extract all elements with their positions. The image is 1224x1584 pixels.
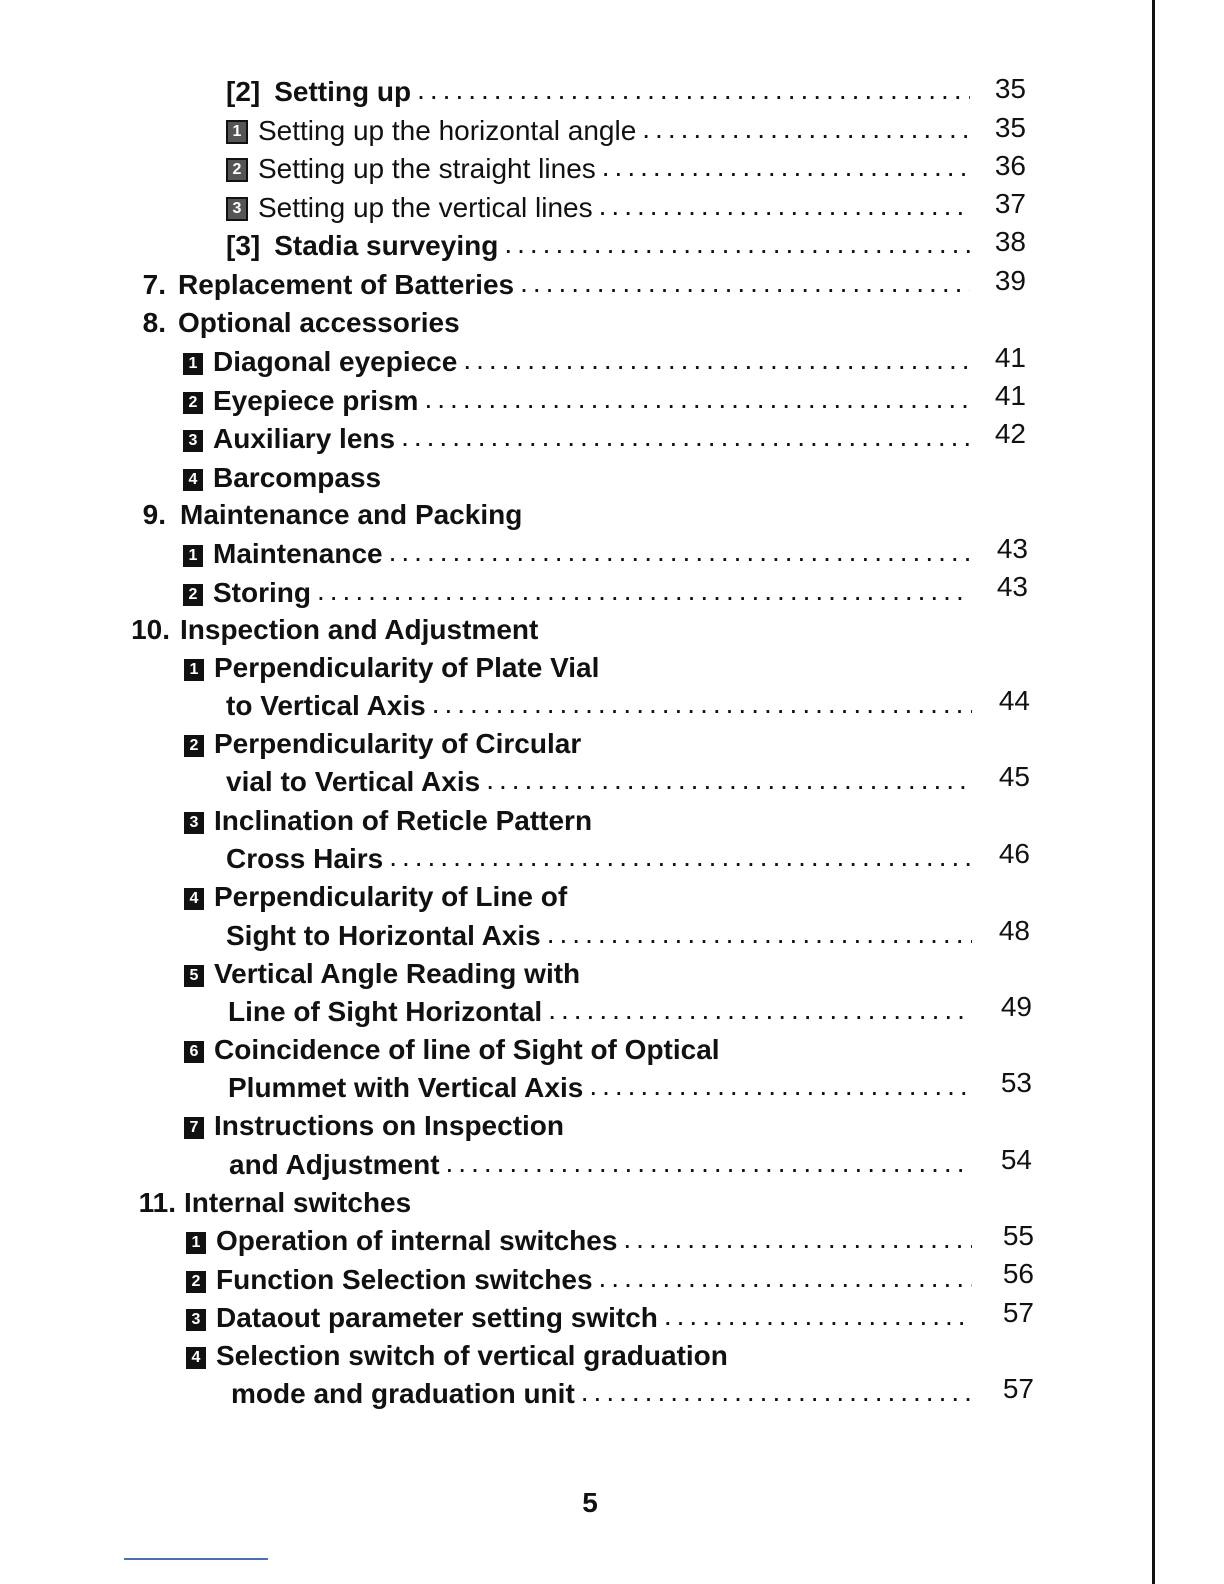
toc-page: 44 bbox=[998, 685, 1030, 716]
toc-page: 46 bbox=[998, 838, 1030, 869]
toc-page: 41 bbox=[994, 342, 1026, 373]
number-badge-icon: 1 bbox=[183, 545, 203, 567]
toc-title: Perpendicularity of Plate Vial bbox=[214, 652, 600, 683]
toc-heading[interactable] bbox=[184, 1186, 976, 1220]
toc-title-continuation: vial to Vertical Axis bbox=[226, 766, 481, 797]
toc-label: [2] bbox=[226, 76, 261, 107]
toc-entry[interactable] bbox=[183, 345, 976, 379]
toc-page: 57 bbox=[1002, 1297, 1034, 1328]
toc-title: Optional accessories bbox=[178, 307, 460, 338]
section-number: 11. bbox=[138, 1187, 176, 1218]
number-badge-icon: 1 bbox=[183, 353, 203, 375]
toc-title: Barcompass bbox=[213, 462, 382, 493]
number-badge-icon: 2 bbox=[183, 584, 203, 606]
toc-entry[interactable] bbox=[184, 651, 976, 685]
leader-dots bbox=[581, 1375, 972, 1409]
section-number: 7. bbox=[142, 269, 166, 300]
leader-dots bbox=[446, 1146, 972, 1180]
leader-dots bbox=[642, 112, 970, 146]
toc-title: Maintenance bbox=[213, 538, 383, 569]
toc-title: Storing bbox=[213, 577, 311, 608]
leader-dots bbox=[599, 1261, 972, 1295]
toc-entry[interactable] bbox=[184, 880, 976, 914]
toc-title: Instructions on Inspection bbox=[214, 1110, 565, 1141]
toc-title: Function Selection switches bbox=[216, 1264, 593, 1295]
leader-dots bbox=[520, 266, 970, 300]
toc-page: 35 bbox=[994, 73, 1026, 104]
toc-title-continuation: mode and graduation unit bbox=[231, 1378, 575, 1409]
toc-title-continuation: and Adjustment bbox=[229, 1149, 440, 1180]
toc-entry-continuation[interactable] bbox=[231, 1377, 978, 1411]
toc-entry[interactable] bbox=[178, 268, 976, 302]
toc-entry[interactable] bbox=[184, 1109, 976, 1143]
toc-page: 55 bbox=[1002, 1220, 1034, 1251]
leader-dots bbox=[486, 763, 972, 797]
leader-dots bbox=[389, 840, 972, 874]
toc-entry-continuation[interactable] bbox=[226, 842, 978, 876]
page-edge-rule bbox=[1152, 0, 1155, 1584]
toc-entry[interactable] bbox=[183, 461, 976, 495]
toc-title: Replacement of Batteries bbox=[178, 269, 515, 300]
toc-page: 48 bbox=[998, 915, 1030, 946]
number-badge-icon: 4 bbox=[186, 1347, 206, 1369]
toc-page: 37 bbox=[994, 188, 1026, 219]
number-badge-icon: 1 bbox=[184, 659, 204, 681]
number-badge-icon: 1 bbox=[226, 120, 248, 144]
toc-page: 38 bbox=[994, 226, 1026, 257]
toc-entry[interactable] bbox=[183, 422, 976, 456]
number-badge-icon: 5 bbox=[184, 965, 204, 987]
toc-title: Setting up bbox=[274, 76, 412, 107]
toc-page: 56 bbox=[1002, 1258, 1034, 1289]
toc-title: Setting up the vertical lines bbox=[258, 192, 593, 223]
number-badge-icon: 3 bbox=[184, 812, 204, 834]
toc-page: 36 bbox=[994, 150, 1026, 181]
toc-entry[interactable] bbox=[226, 114, 976, 148]
toc-title: Vertical Angle Reading with bbox=[214, 958, 581, 989]
toc-title: Stadia surveying bbox=[274, 230, 499, 261]
toc-page: 54 bbox=[1000, 1144, 1032, 1175]
toc-page: 43 bbox=[996, 533, 1028, 564]
number-badge-icon: 4 bbox=[183, 469, 203, 491]
section-number: 9. bbox=[142, 499, 166, 530]
page-number: 5 bbox=[582, 1487, 598, 1518]
toc-heading[interactable] bbox=[178, 306, 976, 340]
toc-page: 53 bbox=[1000, 1067, 1032, 1098]
toc-title: Inclination of Reticle Pattern bbox=[214, 805, 593, 836]
leader-dots bbox=[389, 535, 970, 569]
leader-dots bbox=[623, 1222, 972, 1256]
toc-entry-continuation[interactable] bbox=[229, 1148, 978, 1182]
leader-dots bbox=[548, 993, 972, 1027]
toc-title: Auxiliary lens bbox=[213, 423, 396, 454]
toc-entry[interactable] bbox=[183, 576, 976, 610]
toc-entry-continuation[interactable] bbox=[228, 1071, 978, 1105]
toc-entry[interactable] bbox=[184, 957, 976, 991]
toc-entry-continuation[interactable] bbox=[226, 689, 978, 723]
leader-dots bbox=[599, 189, 970, 223]
toc-page: 41 bbox=[994, 380, 1026, 411]
toc-label: [3] bbox=[226, 230, 261, 261]
toc-page: 45 bbox=[998, 761, 1030, 792]
toc-entry[interactable] bbox=[226, 152, 976, 186]
leader-dots bbox=[317, 574, 970, 608]
leader-dots bbox=[664, 1299, 972, 1333]
toc-entry[interactable] bbox=[226, 229, 976, 263]
toc-entry[interactable] bbox=[183, 537, 976, 571]
toc-entry[interactable] bbox=[226, 191, 976, 225]
leader-dots bbox=[602, 150, 970, 184]
toc-page: 43 bbox=[996, 571, 1028, 602]
toc-entry[interactable] bbox=[184, 1033, 976, 1067]
leader-dots bbox=[432, 687, 972, 721]
toc-page: 35 bbox=[994, 112, 1026, 143]
toc-heading[interactable] bbox=[180, 498, 976, 532]
toc-page: 57 bbox=[1002, 1373, 1034, 1404]
number-badge-icon: 6 bbox=[184, 1041, 204, 1063]
toc-title: Diagonal eyepiece bbox=[213, 346, 458, 377]
leader-dots bbox=[463, 343, 970, 377]
number-badge-icon: 3 bbox=[186, 1309, 206, 1331]
number-badge-icon: 2 bbox=[183, 392, 203, 414]
number-badge-icon: 4 bbox=[184, 888, 204, 910]
number-badge-icon: 3 bbox=[226, 197, 248, 221]
toc-entry[interactable] bbox=[226, 75, 976, 109]
toc-entry[interactable] bbox=[186, 1301, 978, 1335]
toc-title: Dataout parameter setting switch bbox=[216, 1302, 658, 1333]
toc-entry[interactable] bbox=[186, 1224, 978, 1258]
toc-title: Setting up the straight lines bbox=[258, 153, 596, 184]
leader-dots bbox=[417, 73, 970, 107]
toc-title: Operation of internal switches bbox=[216, 1225, 618, 1256]
leader-dots bbox=[401, 420, 970, 454]
number-badge-icon: 1 bbox=[186, 1232, 206, 1254]
leader-dots bbox=[424, 382, 970, 416]
number-badge-icon: 2 bbox=[184, 735, 204, 757]
toc-title: Coincidence of line of Sight of Optical bbox=[214, 1034, 720, 1065]
number-badge-icon: 3 bbox=[183, 430, 203, 452]
toc-page: 42 bbox=[994, 418, 1026, 449]
number-badge-icon: 2 bbox=[186, 1271, 206, 1293]
toc-title-continuation: Cross Hairs bbox=[226, 843, 384, 874]
toc-title: Selection switch of vertical graduation bbox=[216, 1340, 728, 1371]
toc-title: Perpendicularity of Line of bbox=[214, 881, 568, 912]
toc-title-continuation: Line of Sight Horizontal bbox=[228, 996, 543, 1027]
toc-entry-continuation[interactable] bbox=[228, 995, 978, 1029]
toc-entry-continuation[interactable] bbox=[226, 919, 978, 953]
toc-title-continuation: Plummet with Vertical Axis bbox=[228, 1072, 584, 1103]
bottom-rule bbox=[124, 1558, 268, 1560]
toc-page: 39 bbox=[994, 265, 1026, 296]
number-badge-icon: 2 bbox=[226, 158, 248, 182]
toc-title: Inspection and Adjustment bbox=[180, 614, 539, 645]
toc-title: Setting up the horizontal angle bbox=[258, 115, 637, 146]
number-badge-icon: 7 bbox=[184, 1117, 204, 1139]
toc-heading[interactable] bbox=[180, 613, 976, 647]
toc-entry[interactable] bbox=[184, 804, 976, 838]
section-number: 10. bbox=[131, 614, 170, 645]
toc-entry[interactable] bbox=[186, 1339, 978, 1373]
toc-title-continuation: to Vertical Axis bbox=[226, 690, 426, 721]
toc-page: 49 bbox=[1000, 991, 1032, 1022]
toc-entry[interactable] bbox=[184, 727, 976, 761]
toc-entry-continuation[interactable] bbox=[226, 765, 978, 799]
section-number: 8. bbox=[142, 307, 166, 338]
toc-entry[interactable] bbox=[186, 1263, 978, 1297]
leader-dots bbox=[504, 227, 970, 261]
toc-title: Internal switches bbox=[184, 1187, 412, 1218]
toc-entry[interactable] bbox=[183, 384, 976, 418]
leader-dots bbox=[589, 1069, 972, 1103]
toc-title: Perpendicularity of Circular bbox=[214, 728, 582, 759]
leader-dots bbox=[547, 917, 972, 951]
toc-title: Maintenance and Packing bbox=[180, 499, 523, 530]
toc-title: Eyepiece prism bbox=[213, 385, 419, 416]
toc-title-continuation: Sight to Horizontal Axis bbox=[226, 920, 541, 951]
